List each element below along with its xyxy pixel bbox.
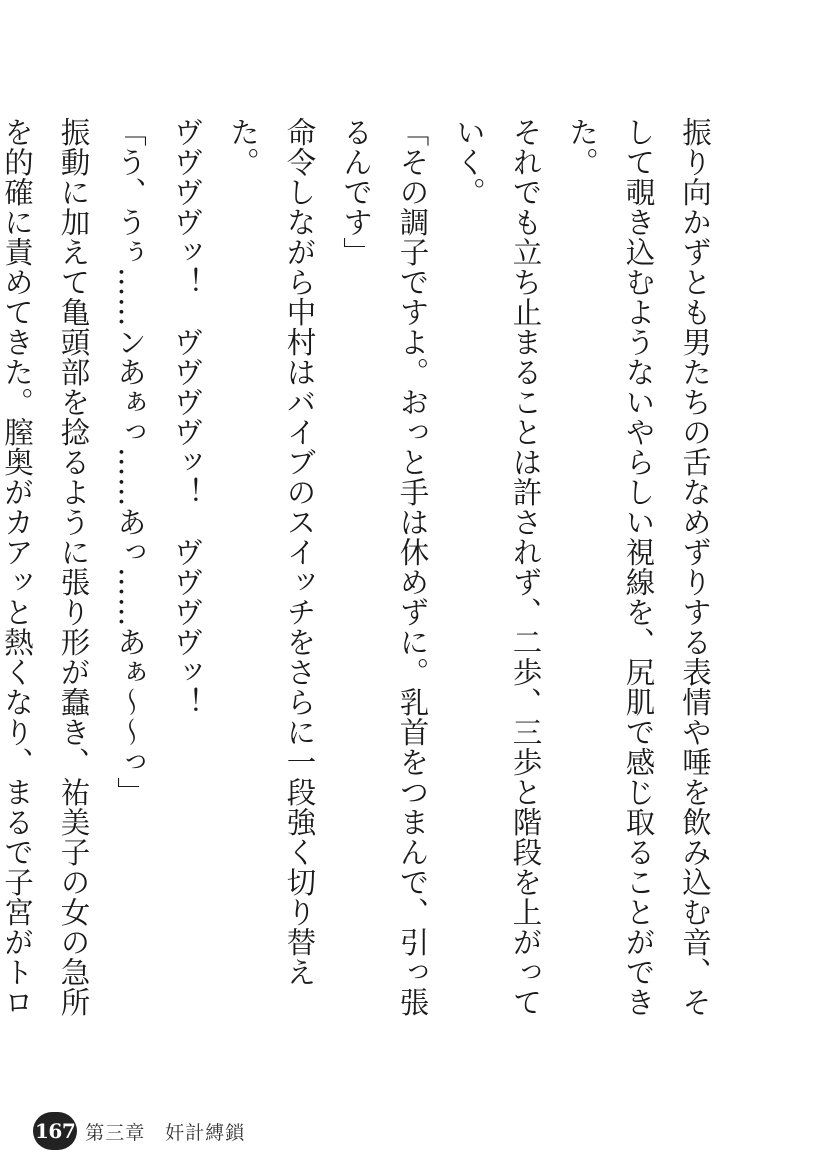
paragraph: 振り向かずとも男たちの舌なめずりする表情や唾を飲み込む音、そして覗き込むようないやらしい視線を、尻肌で感じ取ることができた。	[565, 117, 712, 1017]
chapter-title: 第三章 奸計縛鎖	[85, 1121, 246, 1144]
paragraph: それでも立ち止まることは許されず、二歩、三歩と階段を上がっていく。	[452, 117, 543, 1017]
dialogue-paragraph: 「う、うぅ……ンあぁっ……あっ……あぁ〜〜っ」	[113, 117, 147, 807]
page-footer	[33, 1111, 245, 1151]
page-number: 167	[33, 1112, 77, 1150]
paragraph: 命令しながら中村はバイブのスイッチをさらに一段強く切り替えた。	[226, 117, 317, 987]
paragraph: 振動に加えて亀頭部を捻るように張り形が蠢き、祐美子の女の急所を的確に責めてきた。膣奥がカアッと熱くなり、まるで子宮がトロ	[0, 117, 91, 1017]
body-text	[0, 117, 723, 1037]
dialogue-paragraph: 「その調子ですよ。おっと手は休めずに。乳首をつまんで、引っ張るんです」	[339, 117, 430, 1017]
sound-effect-paragraph: ヴヴヴヴッ！ ヴヴヴヴッ！ ヴヴヴヴッ！	[169, 117, 204, 717]
